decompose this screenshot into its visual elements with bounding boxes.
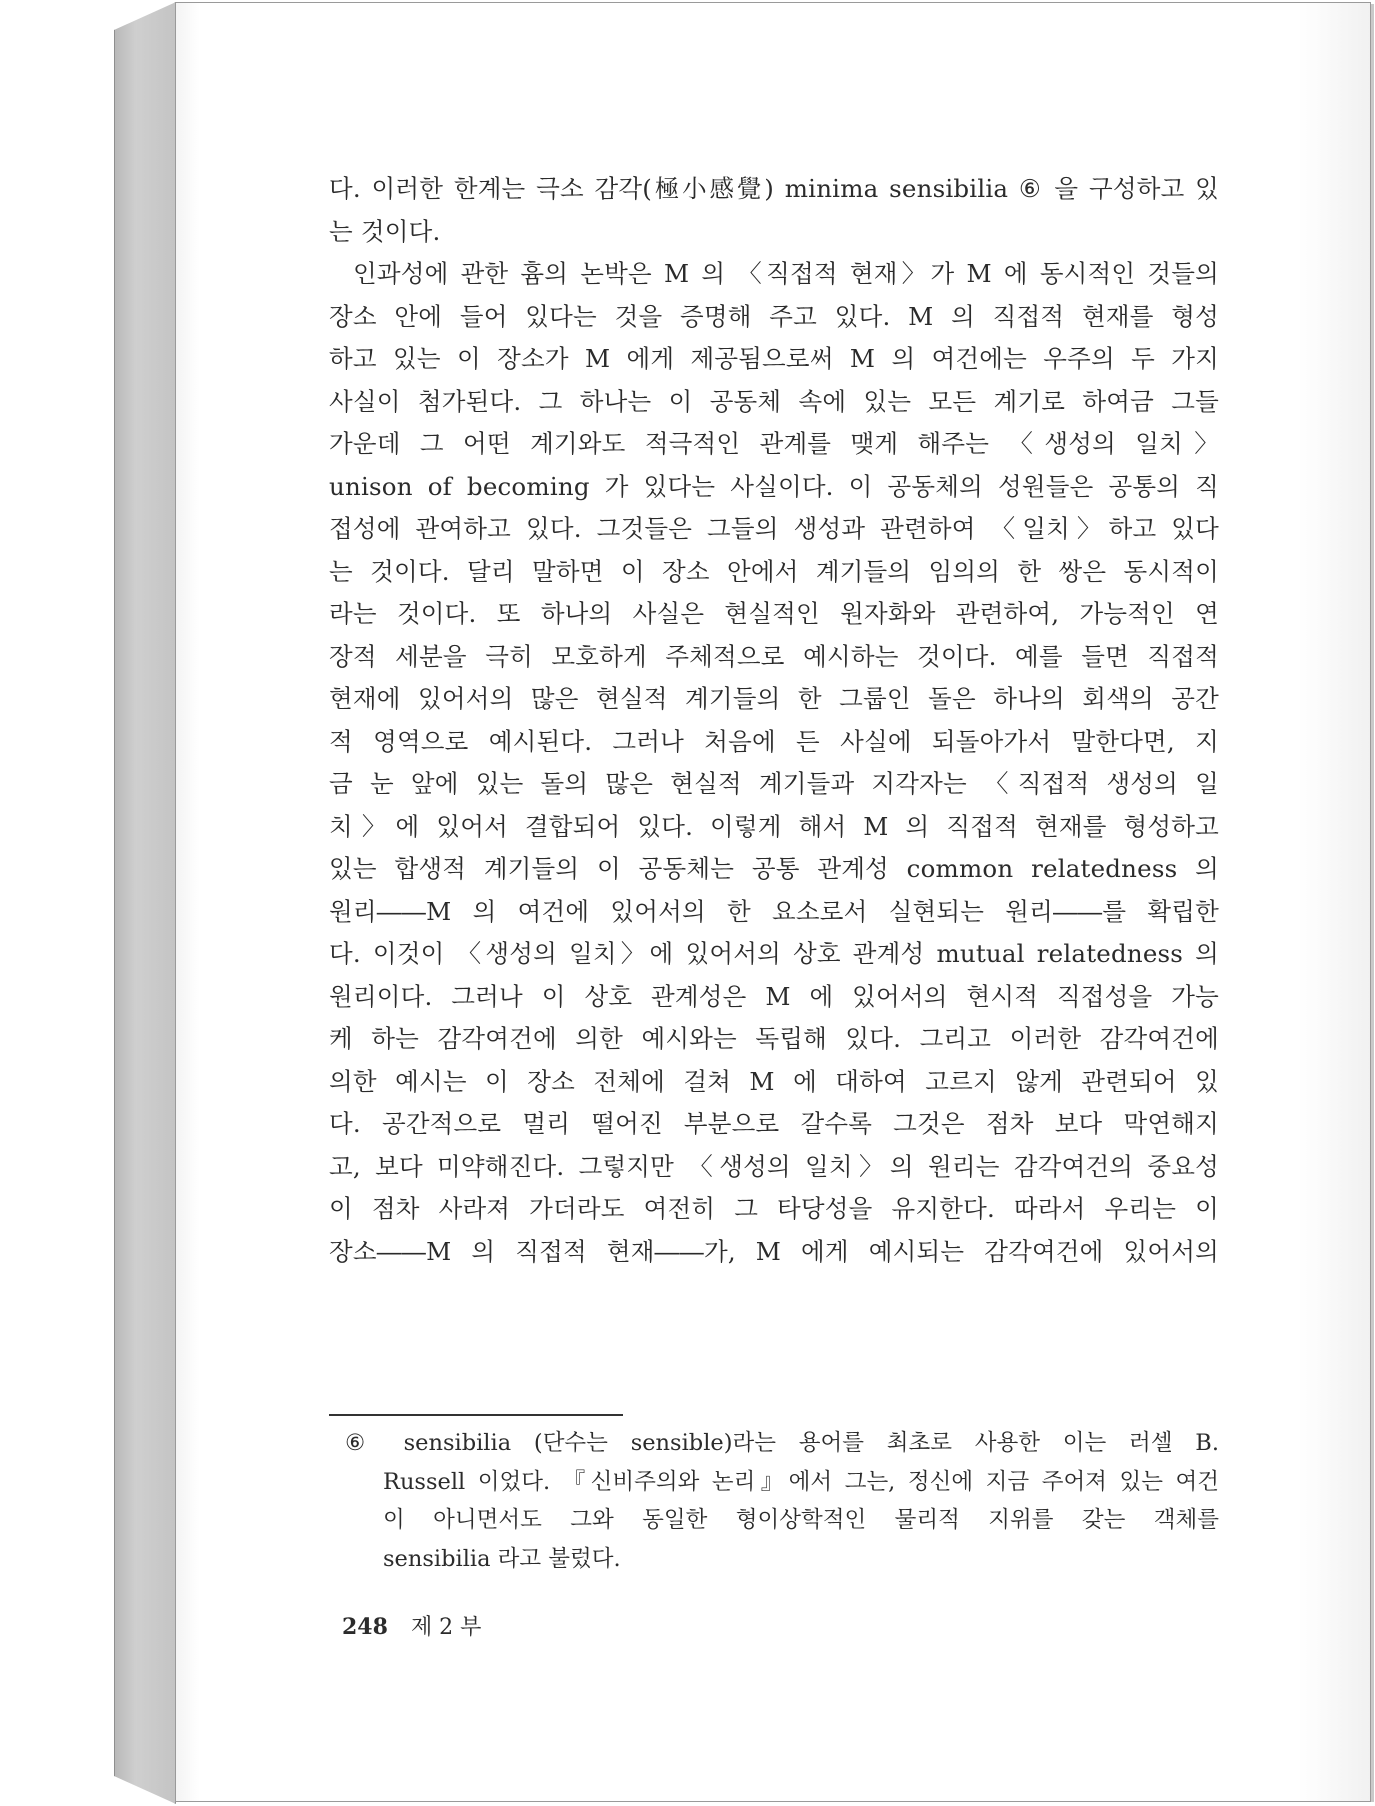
body-line: 고, 보다 미약해진다. 그렇지만 〈생성의 일치〉의 원리는 감각여건의 중요성 bbox=[329, 1151, 1219, 1181]
footnote bbox=[345, 1424, 1219, 1578]
body-line: 장소――M 의 직접적 현재――가, M 에게 예시되는 감각여건에 있어서의 bbox=[329, 1236, 1219, 1266]
body-line: 하고 있는 이 장소가 M 에게 제공됨으로써 M 의 여건에는 우주의 두 가지 bbox=[329, 344, 1219, 373]
page-footer bbox=[342, 1612, 481, 1643]
body-line: 장적 세분을 극히 모호하게 주체적으로 예시하는 것이다. 예를 들면 직접적 bbox=[329, 641, 1219, 671]
section-label: 제 2 부 bbox=[410, 1615, 482, 1640]
page-number: 248 bbox=[342, 1614, 388, 1640]
body-line: 사실이 첨가된다. 그 하나는 이 공동체 속에 있는 모든 계기로 하여금 그들 bbox=[329, 386, 1219, 416]
body-line: 치〉에 있어서 결합되어 있다. 이렇게 해서 M 의 직접적 현재를 형성하고 bbox=[329, 811, 1219, 841]
body-line: unison of becoming 가 있다는 사실이다. 이 공동체의 성원들은 공통의 직 bbox=[329, 471, 1219, 501]
footnote-line: 이 아니면서도 그와 동일한 형이상학적인 물리적 지위를 갖는 객체를 bbox=[383, 1507, 1219, 1533]
body-line: 는 것이다. bbox=[329, 216, 441, 246]
body-line: 다. 이것이 〈생성의 일치〉에 있어서의 상호 관계성 mutual relatedness 의 bbox=[329, 939, 1219, 968]
body-line: 금 눈 앞에 있는 돌의 많은 현실적 계기들과 지각자는 〈직접적 생성의 일 bbox=[329, 769, 1219, 798]
body-line: 는 것이다. 달리 말하면 이 장소 안에서 계기들의 임의의 한 쌍은 동시적이 bbox=[329, 556, 1219, 586]
body-line: 이 점차 사라져 가더라도 여전히 그 타당성을 유지한다. 따라서 우리는 이 bbox=[329, 1194, 1219, 1223]
body-text bbox=[329, 168, 1219, 1273]
body-line: 가운데 그 어떤 계기와도 적극적인 관계를 맺게 해주는 〈생성의 일치〉 bbox=[329, 429, 1219, 458]
body-line: 적 영역으로 예시된다. 그러나 처음에 든 사실에 되돌아가서 말한다면, 지 bbox=[329, 726, 1219, 756]
body-line: 인과성에 관한 흄의 논박은 M 의 〈직접적 현재〉가 M 에 동시적인 것들의 bbox=[353, 259, 1219, 288]
body-line: 케 하는 감각여건에 의한 예시와는 독립해 있다. 그리고 이러한 감각여건에 bbox=[329, 1024, 1219, 1053]
body-line: 라는 것이다. 또 하나의 사실은 현실적인 원자화와 관련하여, 가능적인 연 bbox=[329, 599, 1219, 628]
body-line: 다. 공간적으로 멀리 떨어진 부분으로 갈수록 그것은 점차 보다 막연해지 bbox=[329, 1109, 1219, 1138]
body-line: 장소 안에 들어 있다는 것을 증명해 주고 있다. M 의 직접적 현재를 형성 bbox=[329, 301, 1219, 331]
book-spine bbox=[114, 2, 176, 1804]
footnote-divider bbox=[329, 1414, 623, 1416]
footnote-line: Russell 이었다. 『신비주의와 논리』에서 그는, 정신에 지금 주어져 있는 여건 bbox=[383, 1468, 1219, 1495]
page-edge bbox=[1371, 4, 1374, 1802]
body-line: 의한 예시는 이 장소 전체에 걸쳐 M 에 대하여 고르지 않게 관련되어 있 bbox=[329, 1066, 1219, 1096]
footnote-line: ⑥ sensibilia (단수는 sensible)라는 용어를 최초로 사용한 이는 러셀 B. bbox=[345, 1430, 1219, 1456]
body-line: 현재에 있어서의 많은 현실적 계기들의 한 그룹인 돌은 하나의 회색의 공간 bbox=[329, 684, 1219, 713]
body-line: 원리이다. 그러나 이 상호 관계성은 M 에 있어서의 현시적 직접성을 가능 bbox=[329, 981, 1219, 1011]
body-line: 다. 이러한 한계는 극소 감각(極小感覺) minima sensibilia ⑥ 을 구성하고 있 bbox=[329, 174, 1219, 203]
body-line: 접성에 관여하고 있다. 그것들은 그들의 생성과 관련하여 〈일치〉하고 있다 bbox=[329, 514, 1219, 543]
body-line: 있는 합생적 계기들의 이 공동체는 공통 관계성 common relatedness 의 bbox=[329, 854, 1219, 883]
body-line: 원리――M 의 여건에 있어서의 한 요소로서 실현되는 원리――를 확립한 bbox=[329, 896, 1219, 926]
footnote-line: sensibilia 라고 불렀다. bbox=[383, 1545, 621, 1572]
